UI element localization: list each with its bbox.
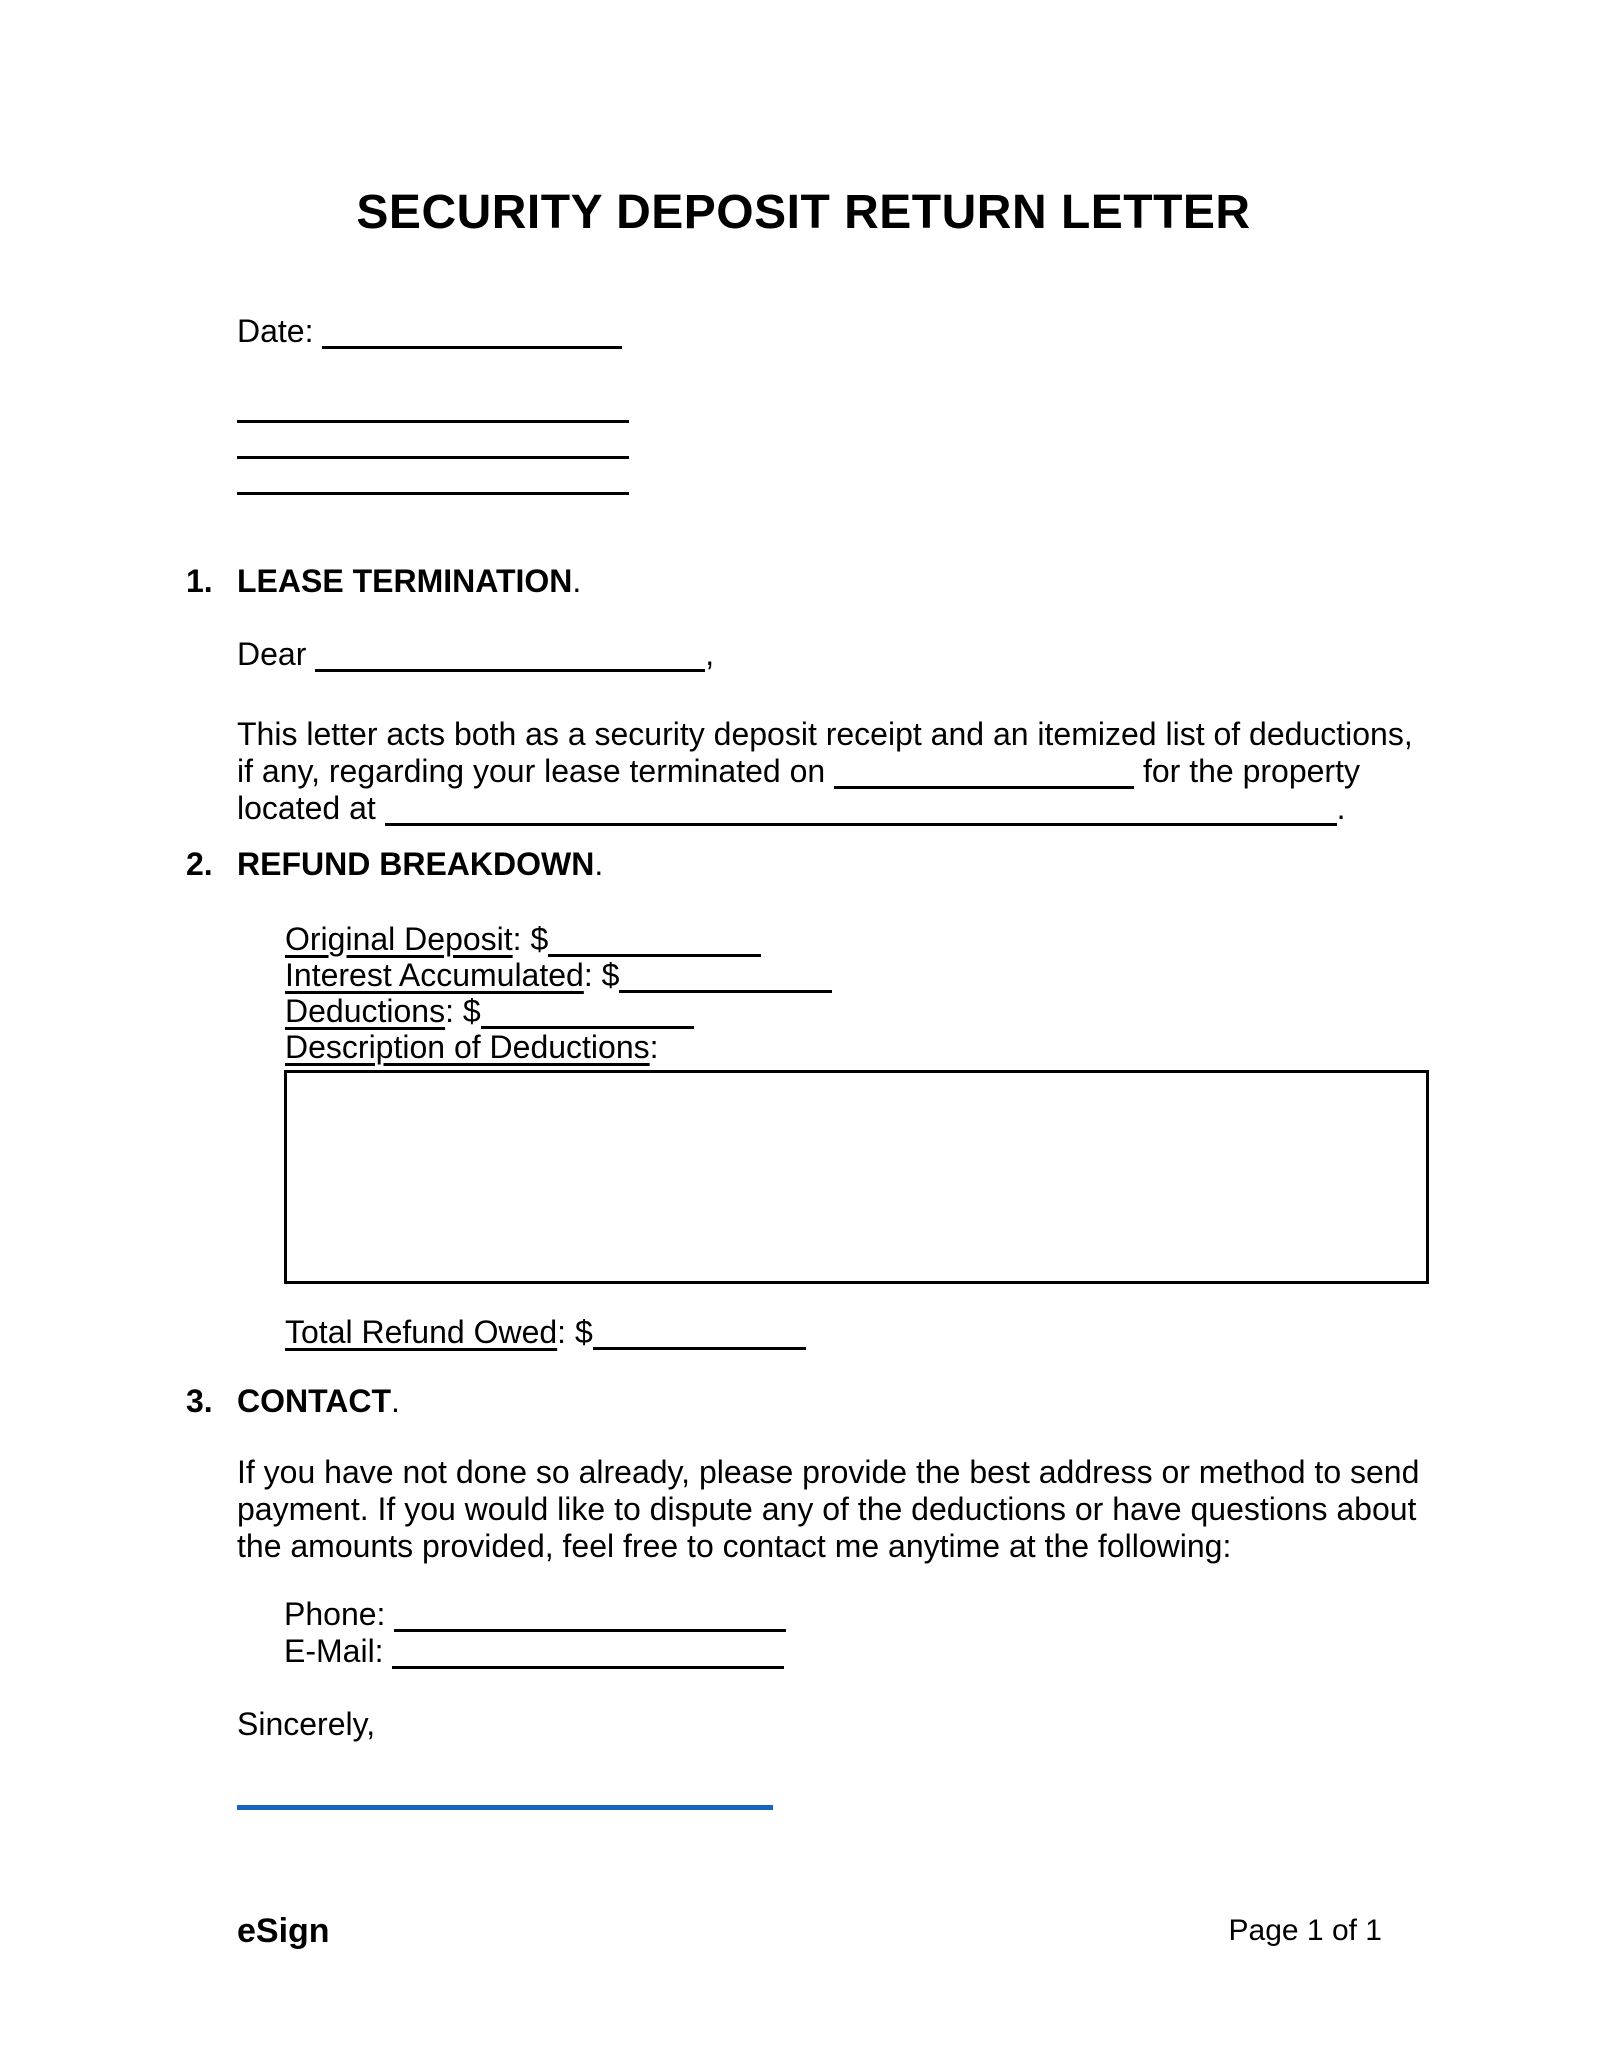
interest-accumulated-amount-blank-line[interactable] (619, 964, 832, 993)
paragraph-period: . (1336, 790, 1346, 826)
property-address-blank-line[interactable] (385, 797, 1337, 826)
refund-row-interest-accumulated (285, 957, 832, 993)
salutation-comma: , (705, 636, 715, 672)
address-blank-line-1[interactable] (237, 394, 629, 423)
total-refund-row (285, 1314, 806, 1351)
page-indicator: Page 1 of 1 (1228, 1914, 1382, 1947)
salutation-blank-line[interactable] (315, 643, 705, 672)
refund-row-suffix: : $ (512, 921, 549, 957)
refund-row-suffix: : (649, 1029, 659, 1065)
total-refund-amount-blank-line[interactable] (593, 1321, 806, 1350)
closing-line: Sincerely, (237, 1706, 376, 1742)
paragraph-text-1: This letter acts both as a security deposit receipt and an itemized list of deductions, if any, regarding your lease terminated on (237, 716, 1413, 789)
salutation-label: Dear (237, 636, 307, 672)
refund-row-label: Original Deposit (285, 921, 513, 957)
heading-label: REFUND BREAKDOWN (237, 846, 595, 882)
heading-label: LEASE TERMINATION (237, 563, 573, 599)
refund-row-label: Interest Accumulated (285, 957, 584, 993)
address-blank-line-3[interactable] (237, 466, 629, 495)
heading-number: 3. (186, 1383, 213, 1419)
paragraph-text-2: for the property located at (237, 753, 1360, 826)
phone-blank-line[interactable] (394, 1603, 786, 1632)
lease-termination-paragraph (237, 716, 1432, 827)
phone-label: Phone: (284, 1596, 386, 1632)
email-label: E-Mail: (284, 1633, 384, 1669)
section-heading-refund-breakdown (186, 846, 603, 883)
refund-row-original-deposit (285, 921, 832, 957)
heading-period: . (594, 846, 604, 882)
signature-line[interactable] (237, 1805, 773, 1810)
refund-row-deductions (285, 993, 832, 1029)
refund-row-label: Description of Deductions (285, 1029, 650, 1065)
refund-row-description-of-deductions (285, 1029, 832, 1065)
address-blank-line-2[interactable] (237, 430, 629, 459)
date-label: Date: (237, 313, 314, 349)
document-title: SECURITY DEPOSIT RETURN LETTER (356, 186, 1251, 239)
heading-period: . (391, 1383, 400, 1419)
original-deposit-amount-blank-line[interactable] (548, 928, 761, 957)
brand-logo: eSign (237, 1912, 330, 1950)
refund-row-label: Deductions (285, 993, 446, 1029)
deductions-description-box[interactable] (284, 1070, 1429, 1284)
heading-period: . (572, 563, 582, 599)
refund-row-suffix: : $ (583, 957, 620, 993)
salutation-line (237, 636, 714, 673)
refund-breakdown-list (285, 921, 832, 1065)
recipient-address-lines (237, 387, 629, 495)
total-refund-label: Total Refund Owed (285, 1314, 558, 1350)
heading-number: 1. (186, 563, 213, 599)
termination-date-blank-line[interactable] (834, 760, 1134, 789)
phone-line (284, 1596, 786, 1633)
heading-label: CONTACT (237, 1383, 392, 1419)
email-blank-line[interactable] (392, 1640, 784, 1669)
date-blank-line[interactable] (322, 320, 622, 349)
section-heading-contact (186, 1383, 400, 1420)
refund-row-suffix: : $ (445, 993, 481, 1029)
contact-paragraph: If you have not done so already, please provide the best address or method to send payment. If you would like to dispute any of the deductions or have questions about the amounts provided, feel free to contact me anytime at the following: (237, 1454, 1420, 1564)
contact-details (284, 1596, 786, 1670)
total-refund-suffix: : $ (557, 1314, 593, 1350)
section-heading-lease-termination (186, 563, 581, 600)
deductions-amount-blank-line[interactable] (481, 1000, 694, 1029)
email-line (284, 1633, 786, 1670)
heading-number: 2. (186, 846, 213, 882)
date-line (237, 313, 622, 350)
